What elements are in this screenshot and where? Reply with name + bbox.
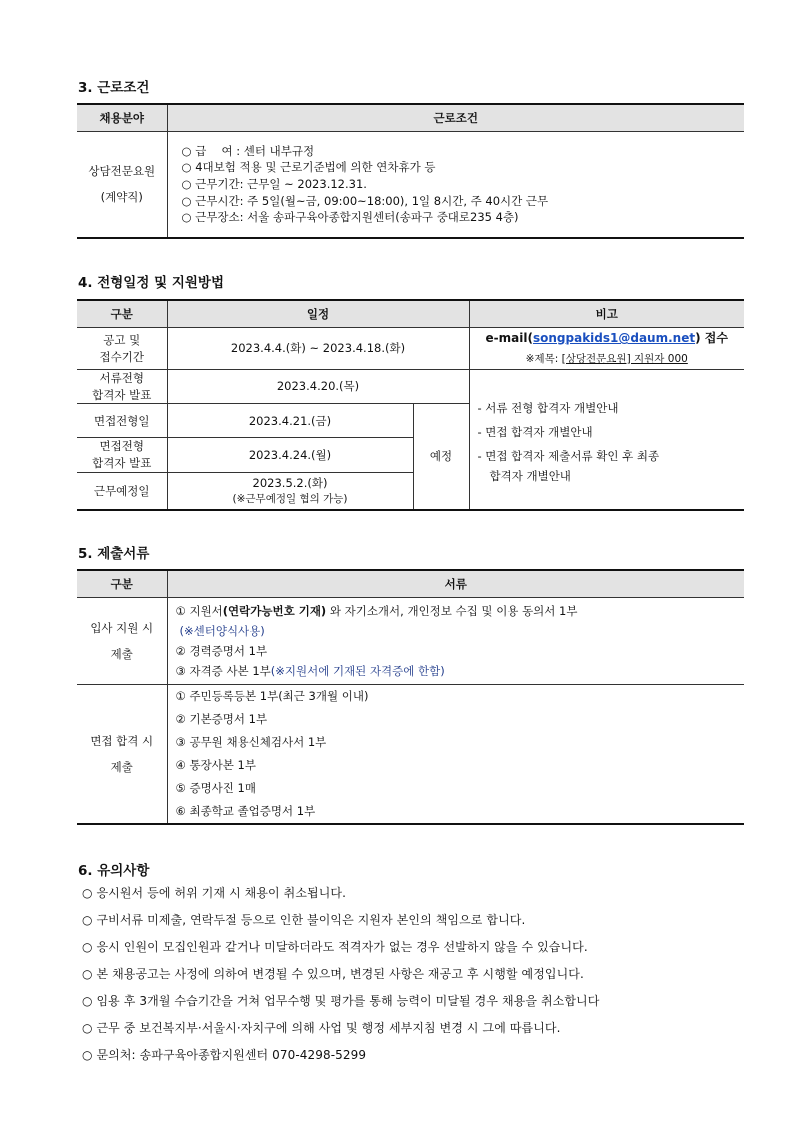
interview-doc-3: ③ 공무원 채용신체검사서 1부 [175, 735, 327, 749]
apply-doc-1-text: ① 지원서 [175, 604, 223, 618]
start-date-note: (※근무예정일 협의 가능) [232, 492, 348, 505]
apply-doc-3-text: ③ 자격증 사본 1부 [175, 664, 271, 678]
row-label-line: 합격자 발표 [92, 387, 152, 402]
apply-docs-cell [167, 598, 744, 685]
row-label-line: 서류전형 [99, 371, 144, 385]
condition-period: ○ 근무기간: 근무일 ~ 2023.12.31. [181, 176, 367, 191]
date-application: 2023.4.4.(화) ~ 2023.4.18.(화) [167, 328, 469, 370]
row-label-line: 합격자 발표 [92, 456, 152, 471]
header-schedule: 일정 [167, 300, 469, 328]
working-conditions-table [77, 103, 744, 239]
apply-doc-3 [176, 661, 739, 681]
note-2: ○ 구비서류 미제출, 연락두절 등으로 인한 불이익은 지원자 본인의 책임으로 합니다. [82, 913, 526, 927]
date-interview: 2023.4.21.(금) [167, 404, 413, 438]
row-label-application [77, 328, 167, 370]
note-1: ○ 응시원서 등에 허위 기재 시 채용이 취소됩니다. [82, 886, 347, 900]
interview-doc-2: ② 기본증명서 1부 [175, 712, 268, 726]
row-label-interview: 면접전형일 [77, 404, 167, 438]
interview-label-sub: 제출 [110, 760, 133, 774]
email-prefix: e-mail( [485, 331, 533, 346]
remark-3-cont: 합격자 개별안내 [489, 468, 571, 483]
interview-label: 면접 합격 시 [90, 734, 154, 748]
subject-prefix: ※제목: [525, 352, 562, 365]
date-interview-result: 2023.4.24.(월) [167, 438, 413, 472]
section-3-title: 3. 근로조건 [78, 80, 150, 96]
header-conditions: 근로조건 [167, 104, 744, 132]
date-start: 2023.5.2.(화) [252, 475, 328, 490]
email-suffix: ) 접수 [695, 331, 728, 346]
interview-doc-1: ① 주민등록등본 1부(최근 3개월 이내) [175, 689, 369, 703]
application-method-cell [469, 328, 744, 370]
field-type: (계약직) [100, 190, 143, 205]
apply-doc-1-note: (※센터양식사용) [179, 624, 265, 638]
field-name: 상담전문요원 [88, 164, 156, 179]
interview-doc-6: ⑥ 최종학교 졸업증명서 1부 [175, 804, 316, 818]
apply-doc-1 [176, 601, 739, 621]
email-link[interactable]: songpakids1@daum.net [532, 331, 696, 346]
remark-3: - 면접 합격자 제출서류 확인 후 최종 [477, 448, 660, 463]
header-field: 채용분야 [77, 104, 167, 132]
remark-1: - 서류 전형 합격자 개별안내 [477, 400, 619, 415]
row-label-start-date: 근무예정일 [77, 472, 167, 510]
row-label-line: 접수기간 [99, 349, 144, 364]
note-5: ○ 임용 후 3개월 수습기간을 거쳐 업무수행 및 평가를 통해 능력이 미달될 경우 채용을 취소합니다 [82, 994, 600, 1008]
header-remarks: 비고 [469, 300, 744, 328]
apply-doc-1-bold: (연락가능번호 기재) [222, 604, 327, 618]
note-contact: ○ 문의처: 송파구육아종합지원센터 070-4298-5299 [82, 1048, 367, 1062]
section-6-title: 6. 유의사항 [78, 863, 150, 879]
interview-doc-4: ④ 통장사본 1부 [175, 758, 256, 772]
section-4-title: 4. 전형일정 및 지원방법 [78, 275, 224, 291]
interview-label-cell [77, 685, 167, 825]
subject-format: [상당전문요원] 지원자 000 [561, 352, 688, 365]
field-cell [77, 132, 167, 238]
condition-hours: ○ 근무시간: 주 5일(월~금, 09:00~18:00), 1일 8시간, 주 40시간 근무 [181, 193, 549, 208]
condition-location: ○ 근무장소: 서울 송파구육아종합지원센터(송파구 중대로235 4층) [181, 210, 519, 225]
conditions-cell [167, 132, 744, 238]
apply-label-cell [77, 598, 167, 685]
row-label-interview-result [77, 438, 167, 472]
section-5-title: 5. 제출서류 [78, 546, 150, 562]
header-category: 구분 [77, 300, 167, 328]
date-document-result: 2023.4.20.(목) [167, 370, 469, 404]
condition-salary: ○ 급 여 : 센터 내부규정 [181, 143, 315, 158]
email-line [470, 330, 745, 347]
subject-line [470, 352, 745, 367]
apply-label: 입사 지원 시 [90, 621, 154, 635]
remark-2: - 면접 합격자 개별안내 [477, 424, 593, 439]
interview-docs-cell [167, 685, 744, 825]
schedule-table [77, 299, 744, 511]
row-label-line: 공고 및 [103, 332, 141, 347]
documents-table [77, 569, 744, 825]
interview-doc-5: ⑤ 증명사진 1매 [175, 781, 256, 795]
apply-doc-2: ② 경력증명서 1부 [175, 644, 268, 658]
apply-doc-1-rest: 와 자기소개서, 개인정보 수집 및 이용 동의서 1부 [326, 604, 578, 618]
condition-insurance: ○ 4대보험 적용 및 근로기준법에 의한 연차휴가 등 [181, 160, 436, 175]
notes-list [82, 880, 742, 1069]
planned-label: 예정 [413, 404, 469, 510]
header-category: 구분 [77, 570, 167, 598]
note-4: ○ 본 채용공고는 사정에 의하여 변경될 수 있으며, 변경된 사항은 재공고 후 시행할 예정입니다. [82, 967, 584, 981]
header-documents: 서류 [167, 570, 744, 598]
apply-label-sub: 제출 [110, 647, 133, 661]
row-label-document-result [77, 370, 167, 404]
note-6: ○ 근무 중 보건복지부·서울시·자치구에 의해 사업 및 행정 세부지침 변경 시 그에 따릅니다. [82, 1021, 561, 1035]
start-date-cell [167, 472, 413, 510]
remarks-cell [469, 370, 744, 511]
apply-doc-3-note: (※지원서에 기재된 자격증에 한함) [270, 664, 445, 678]
row-label-line: 면접전형 [99, 439, 144, 454]
note-3: ○ 응시 인원이 모집인원과 같거나 미달하더라도 적격자가 없는 경우 선발하지 않을 수 있습니다. [82, 940, 588, 954]
